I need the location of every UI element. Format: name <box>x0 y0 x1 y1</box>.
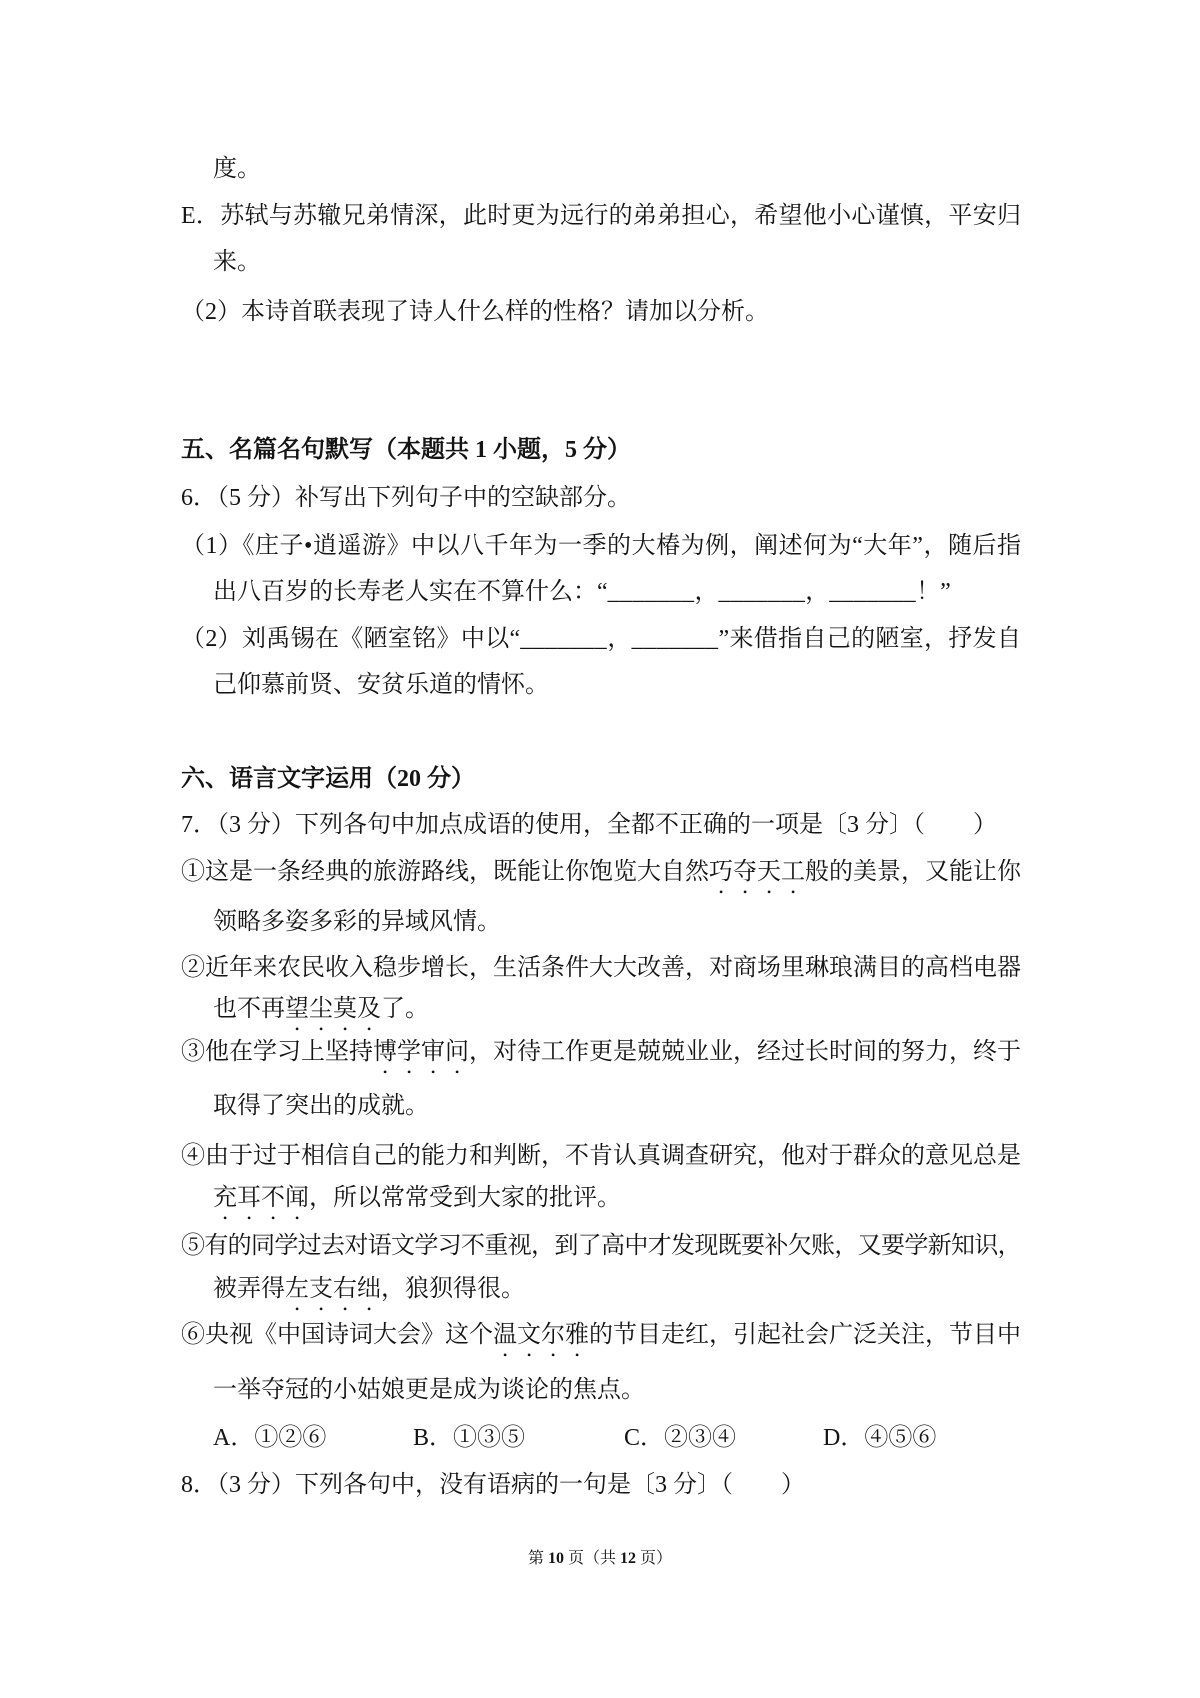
sentence-text: 的节目走红，引起社会广泛关注，节目中 <box>589 1322 1021 1348</box>
option-e-line-2: 来。 <box>213 249 261 275</box>
sentence-text: 被弄得 <box>213 1276 285 1302</box>
q7-sentence-2-line-2 <box>213 994 1021 1024</box>
q7-sentence-2-line-1: ②近年来农民收入稳步增长，生活条件大大改善，对商场里琳琅满目的高档电器 <box>181 955 1021 981</box>
dotted-idiom: 望尘莫及 <box>285 996 381 1022</box>
footer-suffix: 页） <box>640 1550 673 1567</box>
q7-options <box>0 1423 1200 1453</box>
line-text: ， <box>694 579 719 605</box>
line-text: ”来借指自己的陋室，抒发自 <box>718 626 1022 652</box>
section-5-heading: 五、名篇名句默写（本题共 1 小题，5 分） <box>181 437 631 463</box>
line-text: ， <box>805 579 830 605</box>
fill-blank: _______ <box>520 626 607 652</box>
line-text: ！” <box>916 579 951 605</box>
option-e-line-1: E．苏轼与苏辙兄弟情深，此时更为远行的弟弟担心，希望他小心谨慎，平安归 <box>181 203 1021 229</box>
fill-blank: _______ <box>829 579 917 605</box>
sentence-text: 般的美景，又能让你 <box>805 859 1021 885</box>
option-d-continuation: 度。 <box>213 156 261 182</box>
sentence-text: ③他在学习上坚持 <box>181 1039 373 1065</box>
q6-part-2-line-1 <box>181 624 1021 654</box>
q7-sentence-1-line-1 <box>181 857 1021 887</box>
footer-prefix: 第 <box>527 1550 544 1567</box>
line-text: ， <box>607 626 632 652</box>
sentence-text: ①这是一条经典的旅游路线，既能让你饱览大自然 <box>181 859 709 885</box>
q7-sentence-5-line-1: ⑤有的同学过去对语文学习不重视，到了高中才发现既要补欠账，又要学新知识， <box>181 1233 1021 1259</box>
q6-part-1-line-1: （1）《庄子•逍遥游》中以八千年为一季的大椿为例，阐述何为“大年”，随后指 <box>181 533 1021 559</box>
q7-option-c: C．②③④ <box>624 1425 737 1451</box>
dotted-idiom: 巧夺天工 <box>709 859 805 885</box>
q6-stem: 6．（5 分）补写出下列句子中的空缺部分。 <box>181 485 631 511</box>
page-footer <box>0 1547 1200 1571</box>
q7-option-a: A．①②⑥ <box>213 1425 327 1451</box>
current-page-number: 10 <box>547 1550 564 1567</box>
dotted-idiom: 温文尔雅 <box>493 1322 589 1348</box>
q7-sentence-1-line-2: 领略多姿多彩的异域风情。 <box>213 909 501 935</box>
fill-blank: _______ <box>718 579 806 605</box>
q7-stem: 7．（3 分）下列各句中加点成语的使用，全都不正确的一项是〔3 分〕（ ） <box>181 812 997 838</box>
sentence-text: 也不再 <box>213 996 285 1022</box>
sentence-text: ⑥央视《中国诗词大会》这个 <box>181 1322 493 1348</box>
sentence-text: ，狼狈得很。 <box>381 1276 525 1302</box>
line-text: （2）刘禹锡在《陋室铭》中以“ <box>181 626 521 652</box>
total-pages-number: 12 <box>620 1550 636 1567</box>
q6-part-2-line-2: 己仰慕前贤、安贫乐道的情怀。 <box>213 672 549 698</box>
q6-part-1-line-2 <box>213 577 1021 607</box>
q7-option-d: D．④⑤⑥ <box>823 1425 937 1451</box>
q7-sentence-4-line-1: ④由于过于相信自己的能力和判断，不肯认真调查研究，他对于群众的意见总是 <box>181 1143 1021 1169</box>
q8-stem: 8．（3 分）下列各句中，没有语病的一句是〔3 分〕（ ） <box>181 1472 805 1498</box>
dotted-idiom: 充耳不闻 <box>213 1185 309 1211</box>
section-6-heading: 六、语言文字运用（20 分） <box>181 766 475 792</box>
sentence-text: 了。 <box>381 996 429 1022</box>
footer-middle: 页（共 <box>567 1550 616 1567</box>
sentence-text: ，对待工作更是兢兢业业，经过长时间的努力，终于 <box>469 1039 1021 1065</box>
q7-sentence-5-line-2 <box>213 1274 1021 1304</box>
q7-sentence-4-line-2 <box>213 1183 1021 1213</box>
sentence-text: ，所以常常受到大家的批评。 <box>309 1185 621 1211</box>
dotted-idiom: 博学审问 <box>373 1039 469 1065</box>
dotted-idiom: 左支右绌 <box>285 1276 381 1302</box>
q7-sentence-3-line-2: 取得了突出的成就。 <box>213 1093 429 1119</box>
q7-sentence-6-line-1 <box>181 1320 1021 1350</box>
q7-sentence-6-line-2: 一举夺冠的小姑娘更是成为谈论的焦点。 <box>213 1377 645 1403</box>
q7-option-b: B．①③⑤ <box>413 1425 526 1451</box>
fill-blank: _______ <box>607 579 695 605</box>
fill-blank: _______ <box>631 626 719 652</box>
q7-sentence-3-line-1 <box>181 1037 1021 1067</box>
line-text: 出八百岁的长寿老人实在不算什么：“ <box>213 579 608 605</box>
sub-question-2: （2）本诗首联表现了诗人什么样的性格？请加以分析。 <box>181 299 769 325</box>
